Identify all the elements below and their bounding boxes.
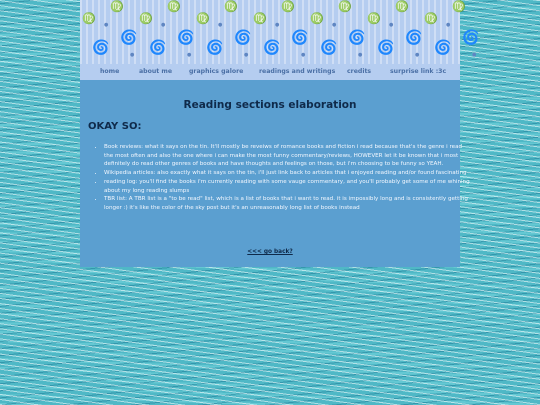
virgo-icon: ♍ [82,12,96,25]
dot-icon: ● [218,22,223,28]
bullet-list [88,143,470,213]
spiral-icon: 🌀 [405,30,423,46]
nav-link-credits[interactable]: credits [347,68,372,75]
nav-link-home[interactable]: home [100,68,120,75]
dot-icon: ● [415,52,420,58]
virgo-icon: ♍ [281,0,295,13]
list-item-reading-log: • reading log: you'll find the books i'm currently reading with some vauge commentary, and you'll probably get some of me whining about my long reading slumps [104,178,470,195]
dot-icon: ● [161,22,166,28]
virgo-icon: ♍ [367,12,381,25]
spiral-icon: 🌀 [206,40,224,56]
nav-link-readings-and-writings[interactable]: readings and writings [259,68,336,75]
back-link[interactable]: <<< go back? [247,249,293,255]
spiral-icon: 🌀 [348,30,366,46]
virgo-icon: ♍ [395,0,409,13]
spiral-icon: 🌀 [320,40,338,56]
virgo-icon: ♍ [452,0,466,13]
dot-icon: ● [244,52,249,58]
spiral-icon: 🌀 [92,40,110,56]
virgo-icon: ♍ [338,0,352,13]
spiral-icon: 🌀 [149,40,167,56]
spiral-icon: 🌀 [434,40,452,56]
spiral-icon: 🌀 [291,30,309,46]
dot-icon: ● [130,52,135,58]
main-panel [80,0,480,267]
list-item-wikipedia-articles: • Wikipedia articles: also exactly what it says on the tin, i'll just link back to articles that i enjoyed reading and/or found fascinating [104,169,470,178]
spiral-icon: 🌀 [177,30,195,46]
dot-icon: ● [472,52,477,58]
nav-link-graphics-galore[interactable]: graphics galore [189,68,244,75]
dot-icon: ● [389,22,394,28]
virgo-icon: ♍ [310,12,324,25]
dot-icon: ● [275,22,280,28]
virgo-icon: ♍ [224,0,238,13]
virgo-icon: ♍ [139,12,153,25]
virgo-icon: ♍ [110,0,124,13]
dot-icon: ● [332,22,337,28]
page-title: Reading sections elaboration [183,99,357,111]
spiral-icon: 🌀 [234,30,252,46]
list-item-tbr-list: • TBR list: A TBR list is a "to be read" list, which is a list of books that i want to read. it is impossibly long and is consistently getting longer :) it's like the color of the sky post but it's an unreasonably long list of books instead [104,195,470,212]
header-banner [80,0,480,64]
dot-icon: ● [104,22,109,28]
virgo-icon: ♍ [167,0,181,13]
list-item-book-reviews: • Book reviews: what it says on the tin. It'll mostly be reveiws of romance books and fiction i read because that's the genre i read the most often and also the one where i can make the most funny commentary/reviews, HOWEVER let it be known that i most definitely do read other genres of books and have thoughts and feelings on those, but i'm choosing to be funny so YEAH. [104,143,470,169]
dot-icon: ● [187,52,192,58]
dot-icon: ● [358,52,363,58]
nav-link-surprise[interactable]: surprise link :3c [390,68,447,75]
nav-link-about-me[interactable]: about me [139,68,173,75]
dot-icon: ● [446,22,451,28]
spiral-icon: 🌀 [462,30,480,46]
virgo-icon: ♍ [253,12,267,25]
spiral-icon: 🌀 [263,40,281,56]
virgo-icon: ♍ [424,12,438,25]
virgo-icon: ♍ [196,12,210,25]
nav-bar [80,64,460,80]
spiral-icon: 🌀 [120,30,138,46]
dot-icon: ● [301,52,306,58]
spiral-icon: 🌀 [377,40,395,56]
section-heading: OKAY SO: [88,121,142,132]
